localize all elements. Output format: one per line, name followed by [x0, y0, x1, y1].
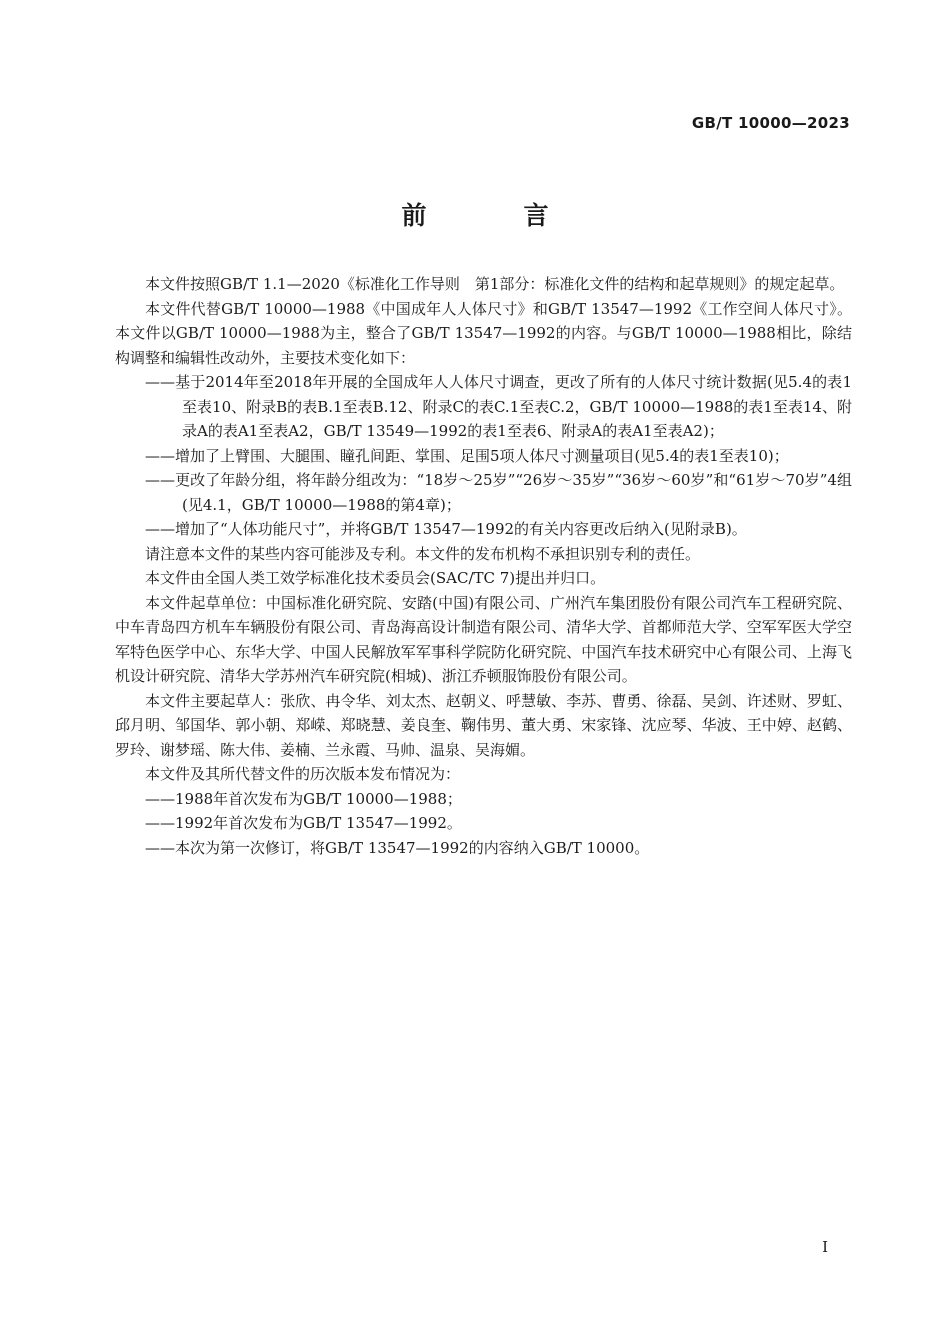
- paragraph-patent-notice: 请注意本文件的某些内容可能涉及专利。本文件的发布机构不承担识别专利的责任。: [145, 544, 701, 563]
- paragraph-committee: 本文件由全国人类工效学标准化技术委员会(SAC/TC 7)提出并归口。: [145, 569, 606, 587]
- paragraph-replacement: 本文件代替GB/T 10000—1988《中国成年人人体尺寸》和GB/T 13547—1992《工作空间人体尺寸》。本文件以GB/T 10000—1988为主，整合了GB/T 13547—1992的内容。与GB/T 10000—1988相比，除结构调整和编辑性改动外，主要技术变化如下：: [115, 299, 852, 367]
- paragraph-version-history: 本文件及其所代替文件的历次版本发布情况为：: [145, 765, 461, 783]
- standard-code: GB/T 10000—2023: [691, 114, 850, 132]
- page-number: I: [822, 1238, 828, 1256]
- paragraph-drafting-units: 本文件起草单位：中国标准化研究院、安踏(中国)有限公司、广州汽车集团股份有限公司汽车工程研究院、中车青岛四方机车车辆股份有限公司、青岛海高设计制造有限公司、清华大学、首都师范大学、空军军医大学空军特色医学中心、东华大学、中国人民解放军军事科学院防化研究院、中国汽车技术研究中心有限公司、上海飞机设计研究院、清华大学苏州汽车研究院(相城)、浙江乔顿服饰股份有限公司。: [115, 593, 852, 685]
- document-body: [115, 272, 852, 860]
- history-item-1988: ——1988年首次发布为GB/T 10000—1988；: [145, 789, 462, 808]
- paragraph-drafting-rules: 本文件按照GB/T 1.1—2020《标准化工作导则 第1部分：标准化文件的结构和起草规则》的规定起草。: [145, 275, 845, 293]
- change-item-measurements: ——增加了上臂围、大腿围、瞳孔间距、掌围、足围5项人体尺寸测量项目(见5.4的表1至表10)；: [145, 446, 789, 465]
- change-item-functional-dimensions: ——增加了“人体功能尺寸”，并将GB/T 13547—1992的有关内容更改后纳入(见附录B)。: [145, 520, 747, 538]
- change-item-age-groups: ——更改了年龄分组，将年龄分组改为：“18岁～25岁”“26岁～35岁”“36岁～60岁”和“61岁～70岁”4组(见4.1，GB/T 10000—1988的第4章)；: [145, 471, 852, 514]
- history-item-current: ——本次为第一次修订，将GB/T 13547—1992的内容纳入GB/T 10000。: [145, 838, 650, 857]
- page-title: 前 言: [401, 201, 585, 230]
- change-item-statistics: ——基于2014年至2018年开展的全国成年人人体尺寸调查，更改了所有的人体尺寸统计数据(见5.4的表1至表10、附录B的表B.1至表B.12、附录C的表C.1至表C.2，GB/T 10000—1988的表1至表14、附录A的表A1至表A2，GB/T 13549—1992的表1至表6、附录A的表A1至表A2)；: [145, 373, 852, 440]
- paragraph-drafters: 本文件主要起草人：张欣、冉令华、刘太杰、赵朝义、呼慧敏、李苏、曹勇、徐磊、吴剑、许述财、罗虹、邱月明、邹国华、郭小朝、郑嵘、郑晓慧、姜良奎、鞠伟男、董大勇、宋家锋、沈应琴、华波、王中婷、赵鹤、罗玲、谢梦瑶、陈大伟、姜楠、兰永霞、马帅、温泉、吴海媚。: [115, 691, 852, 759]
- history-item-1992: ——1992年首次发布为GB/T 13547—1992。: [145, 814, 462, 832]
